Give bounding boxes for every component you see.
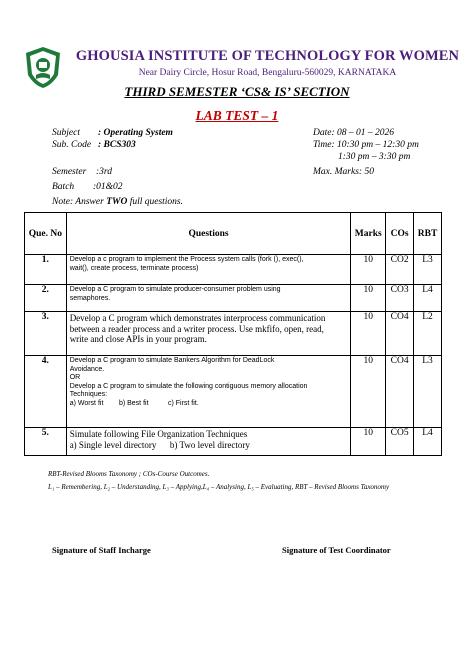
- exam-time-1: Time: 10:30 pm – 12:30 pm: [313, 140, 419, 150]
- batch-value: :01&02: [93, 182, 123, 192]
- question-marks: 10: [351, 285, 386, 312]
- question-rbt: L4: [414, 285, 442, 312]
- question-text: Simulate following File Organization Techniques a) Single level directory b) Two level directory: [66, 428, 351, 456]
- header-rbt: RBT: [414, 213, 442, 255]
- question-text: Develop a C program to simulate Bankers Algorithm for DeadLock Avoidance. OR Develop a C program to simulate the following contiguous memory allocation Techniques: a) Worst fit b) Best fit c) First fit.: [66, 356, 351, 428]
- header-questions: Questions: [66, 213, 351, 255]
- table-row: [25, 255, 442, 285]
- question-number: 4.: [25, 356, 67, 428]
- signature-staff: Signature of Staff Incharge: [52, 545, 151, 555]
- subject-value: : Operating System: [98, 128, 173, 138]
- question-number: 5.: [25, 428, 67, 456]
- table-row: [25, 285, 442, 312]
- question-text: Develop a c program to implement the Process system calls (fork (), exec(), wait(), create process, terminate process): [66, 255, 351, 285]
- subcode-label: Sub. Code: [52, 140, 92, 150]
- question-rbt: L3: [414, 356, 442, 428]
- question-number: 1.: [25, 255, 67, 285]
- exam-time-2: 1:30 pm – 3:30 pm: [338, 152, 411, 162]
- question-rbt: L3: [414, 255, 442, 285]
- table-row: [25, 312, 442, 356]
- question-co: CO3: [386, 285, 414, 312]
- header-cos: COs: [386, 213, 414, 255]
- semester-value: :3rd: [96, 167, 113, 177]
- question-number: 2.: [25, 285, 67, 312]
- exam-date: Date: 08 – 01 – 2026: [313, 128, 395, 138]
- batch-label: Batch: [52, 182, 75, 192]
- question-marks: 10: [351, 312, 386, 356]
- subject-label: Subject: [52, 128, 80, 138]
- signature-coordinator: Signature of Test Coordinator: [282, 545, 391, 555]
- question-marks: 10: [351, 356, 386, 428]
- section-title: THIRD SEMESTER ‘CS& IS’ SECTION: [124, 84, 350, 99]
- header-qno: Que. No: [25, 213, 67, 255]
- header-marks: Marks: [351, 213, 386, 255]
- question-rbt: L2: [414, 312, 442, 356]
- note: Note: Answer TWO full questions.: [52, 197, 183, 207]
- question-rbt: L4: [414, 428, 442, 456]
- institute-name: GHOUSIA INSTITUTE OF TECHNOLOGY FOR WOMEN: [75, 48, 460, 64]
- institute-address: Near Dairy Circle, Hosur Road, Bengaluru-560029, KARNATAKA: [138, 68, 397, 78]
- question-text: Develop a C program which demonstrates interprocess communication between a reader process and a writer process. Use mkfifo, open, read, write and close APIs in your program.: [66, 312, 351, 356]
- question-marks: 10: [351, 428, 386, 456]
- semester-label: Semester: [52, 167, 87, 177]
- footnote-rbt-cos: RBT-Revised Blooms Taxonomy ; COs-Course Outcomes.: [48, 470, 210, 478]
- question-marks: 10: [351, 255, 386, 285]
- question-number: 3.: [25, 312, 67, 356]
- questions-table: [24, 212, 442, 456]
- table-row: [25, 428, 442, 456]
- institute-logo-icon: [22, 45, 64, 89]
- test-title: LAB TEST – 1: [195, 108, 279, 123]
- table-row: [25, 356, 442, 428]
- footnote-levels: L₁ – Remembering, L₂ – Understanding, L₃ – Applying,L₄ – Analysing, L₅ – Evaluating, RBT – Revised Blooms Taxonomy: [48, 483, 390, 491]
- question-co: CO2: [386, 255, 414, 285]
- table-header-row: [25, 213, 442, 255]
- question-co: CO4: [386, 312, 414, 356]
- max-marks: Max. Marks: 50: [313, 167, 374, 177]
- question-text: Develop a C program to simulate producer-consumer problem using semaphores.: [66, 285, 351, 312]
- subcode-value: : BCS303: [98, 140, 136, 150]
- question-co: CO4: [386, 356, 414, 428]
- question-co: CO5: [386, 428, 414, 456]
